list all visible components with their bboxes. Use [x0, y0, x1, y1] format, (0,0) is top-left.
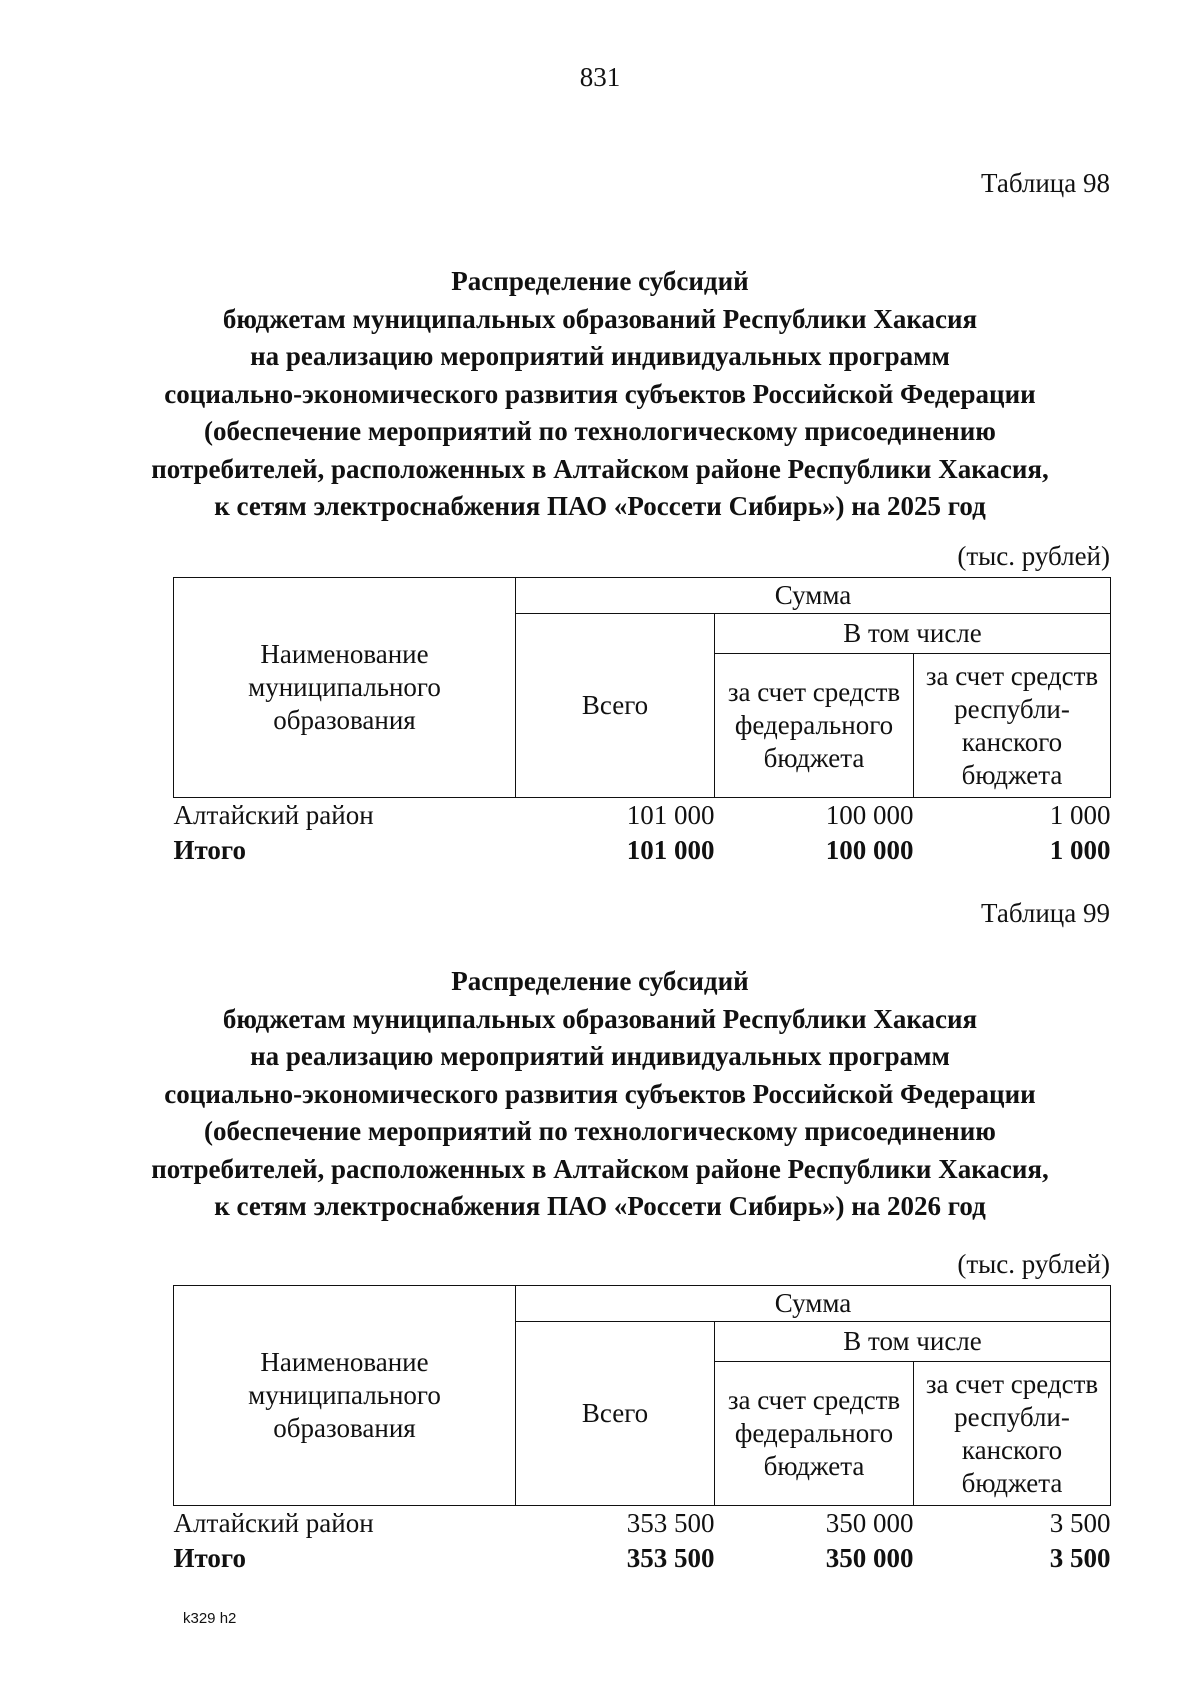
header-total-col: Всего — [516, 1322, 715, 1506]
title-line: Распределение субсидий — [451, 266, 749, 296]
table-row — [174, 1506, 1111, 1542]
title-line: (обеспечение мероприятий по технологическому присоединению — [204, 416, 996, 446]
table-99-units: (тыс. рублей) — [957, 1249, 1110, 1279]
row-total: 353 500 — [626, 1508, 715, 1538]
total-row — [174, 833, 1111, 868]
total-name: Итого — [173, 1543, 246, 1573]
title-line: социально-экономического развития субъектов Российской Федерации — [164, 1078, 1036, 1109]
header-republic-col: за счет средств республи-канского бюджета — [914, 654, 1111, 798]
header-name-col: Наименование муниципального образования — [174, 578, 516, 798]
header-sum: Сумма — [516, 1286, 1111, 1322]
title-line: потребителей, расположенных в Алтайском районе Республики Хакасия, — [151, 1153, 1049, 1184]
header-name-col: Наименование муниципального образования — [174, 1286, 516, 1506]
row-total: 101 000 — [626, 800, 715, 830]
row-name: Алтайский район — [173, 800, 374, 830]
title-line: Распределение субсидий — [451, 966, 749, 996]
header-including: В том числе — [715, 1322, 1111, 1362]
title-line: на реализацию мероприятий индивидуальных программ — [250, 1041, 950, 1071]
total-federal: 100 000 — [825, 835, 914, 865]
title-line: (обеспечение мероприятий по технологическому присоединению — [204, 1116, 996, 1146]
row-republic: 3 500 — [1049, 1508, 1111, 1538]
page-number: 831 — [579, 62, 621, 92]
header-republic-col: за счет средств республи-канского бюджета — [914, 1362, 1111, 1506]
total-republic: 1 000 — [1049, 835, 1111, 865]
header-federal-col: за счет средств федерального бюджета — [715, 1362, 914, 1506]
title-line: на реализацию мероприятий индивидуальных программ — [250, 341, 950, 371]
row-federal: 100 000 — [825, 800, 914, 830]
total-federal: 350 000 — [825, 1543, 914, 1573]
title-line: к сетям электроснабжения ПАО «Россети Сибирь») на 2025 год — [214, 491, 986, 521]
total-row — [174, 1541, 1111, 1576]
table-98 — [173, 577, 1111, 868]
header-federal-col: за счет средств федерального бюджета — [715, 654, 914, 798]
row-republic: 1 000 — [1049, 800, 1111, 830]
header-including: В том числе — [715, 614, 1111, 654]
header-total-col: Всего — [516, 614, 715, 798]
table-99 — [173, 1285, 1111, 1576]
table-99-label: Таблица 99 — [981, 898, 1110, 928]
table-row — [174, 798, 1111, 834]
title-line: бюджетам муниципальных образований Республики Хакасия — [222, 303, 978, 334]
title-line: к сетям электроснабжения ПАО «Россети Сибирь») на 2026 год — [214, 1191, 986, 1221]
total-total: 353 500 — [626, 1543, 715, 1573]
row-name: Алтайский район — [173, 1508, 374, 1538]
table-98-label: Таблица 98 — [981, 168, 1110, 198]
table-99-title — [0, 963, 1200, 1226]
row-federal: 350 000 — [825, 1508, 914, 1538]
title-line: бюджетам муниципальных образований Республики Хакасия — [222, 1003, 978, 1034]
title-line: потребителей, расположенных в Алтайском районе Республики Хакасия, — [151, 453, 1049, 484]
table-98-units: (тыс. рублей) — [957, 541, 1110, 571]
table-98-title — [0, 263, 1200, 526]
footer-code: k329 h2 — [183, 1610, 237, 1627]
title-line: социально-экономического развития субъектов Российской Федерации — [164, 378, 1036, 409]
total-republic: 3 500 — [1049, 1543, 1111, 1573]
total-name: Итого — [173, 835, 246, 865]
header-sum: Сумма — [516, 578, 1111, 614]
total-total: 101 000 — [626, 835, 715, 865]
